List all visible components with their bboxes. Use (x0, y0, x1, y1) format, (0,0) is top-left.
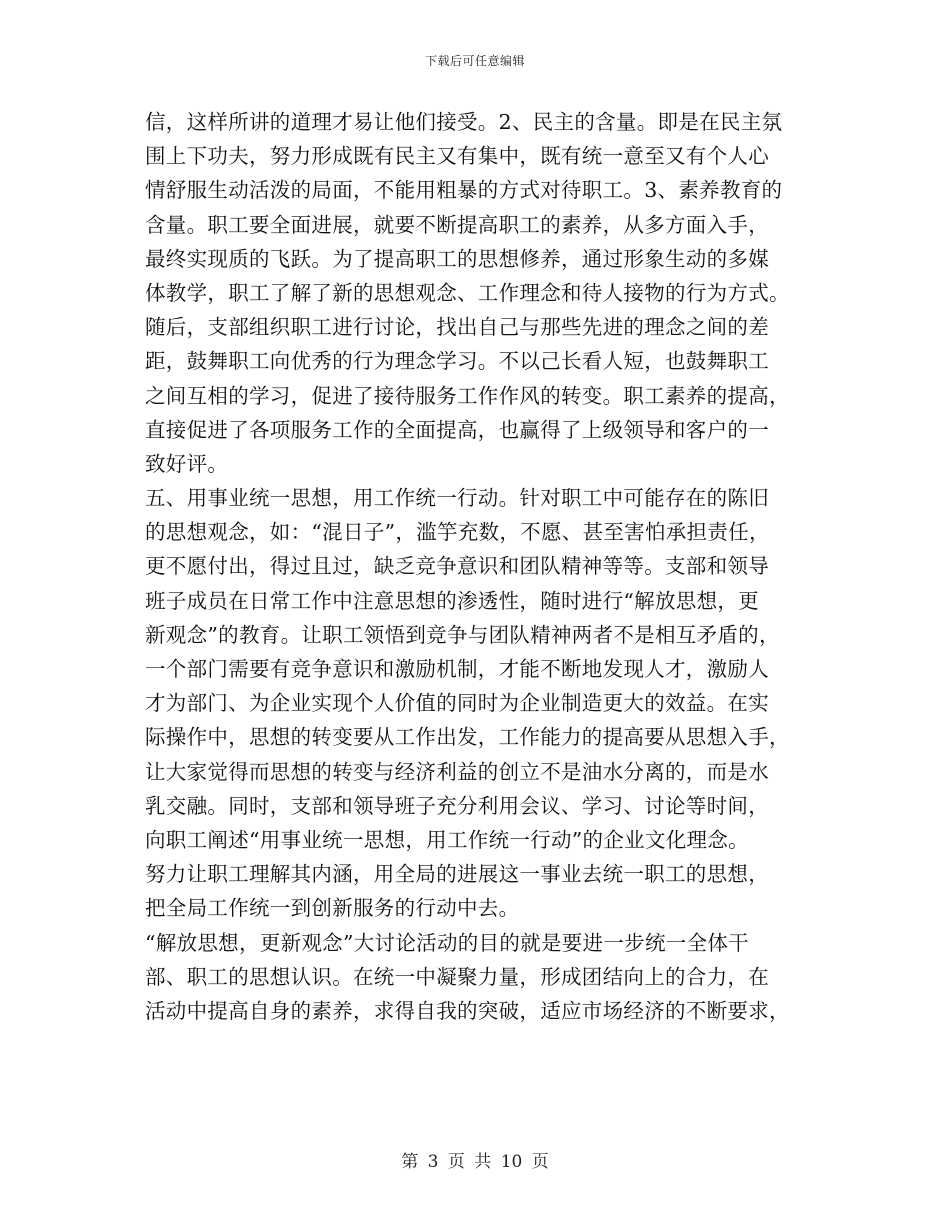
text-line: 的思想观念，如：“混日子”，滥竽充数，不愿、甚至害怕承担责任， (145, 520, 770, 545)
text-line: 五、用事业统一思想，用工作统一行动。针对职工中可能存在的陈旧 (145, 486, 769, 511)
text-line: 乳交融。同时，支部和领导班子充分利用会议、学习、讨论等时间， (145, 793, 769, 818)
text-line: 部、职工的思想认识。在统一中凝聚力量，形成团结向上的合力，在 (145, 964, 769, 989)
text-line: 努力让职工理解其内涵，用全局的进展这一事业去统一职工的思想， (145, 862, 769, 887)
document-body (145, 105, 810, 1028)
text-line: 距，鼓舞职工向优秀的行为理念学习。不以己长看人短，也鼓舞职工 (145, 349, 769, 374)
text-line: 把全局工作统一到创新服务的行动中去。 (145, 896, 520, 921)
text-line: 围上下功夫，努力形成既有民主又有集中，既有统一意至又有个人心 (145, 144, 769, 169)
text-line: 更不愿付出，得过且过，缺乏竞争意识和团队精神等等。支部和领导 (145, 554, 769, 579)
text-line: 班子成员在日常工作中注意思想的渗透性，随时进行“解放思想，更 (145, 588, 759, 613)
page-header: 下载后可任意编辑 (424, 54, 525, 68)
text-line: 新观念”的教育。让职工领悟到竞争与团队精神两者不是相互矛盾的， (145, 622, 780, 647)
text-line: 最终实现质的飞跃。为了提高职工的思想修养，通过形象生动的多媒 (145, 246, 769, 271)
text-line: 随后，支部组织职工进行讨论，找出自己与那些先进的理念之间的差 (145, 315, 769, 340)
text-line: 信，这样所讲的道理才易让他们接受。2、民主的含量。即是在民主氛 (145, 110, 783, 134)
text-line: 才为部门、为企业实现个人价值的同时为企业制造更大的效益。在实 (145, 691, 769, 716)
text-line: “解放思想，更新观念”大讨论活动的目的就是要进一步统一全体干 (145, 930, 749, 955)
text-line: 一个部门需要有竞争意识和激励机制，才能不断地发现人才，激励人 (145, 657, 769, 681)
text-line: 含量。职工要全面进展，就要不断提高职工的素养，从多方面入手， (145, 212, 769, 237)
text-line: 之间互相的学习，促进了接待服务工作作风的转变。职工素养的提高， (145, 383, 790, 408)
text-line: 活动中提高自身的素养，求得自我的突破，适应市场经济的不断要求， (145, 998, 790, 1023)
text-line: 让大家觉得而思想的转变与经济利益的创立不是油水分离的，而是水 (145, 759, 769, 784)
page-footer: 第 3 页 共 10 页 (401, 1152, 549, 1172)
text-line: 直接促进了各项服务工作的全面提高，也赢得了上级领导和客户的一 (145, 417, 769, 442)
text-line: 体教学，职工了解了新的思想观念、工作理念和待人接物的行为方式。 (145, 280, 790, 305)
text-line: 情舒服生动活泼的局面，不能用粗暴的方式对待职工。3、素养教育的 (145, 178, 783, 203)
text-line: 致好评。 (145, 451, 229, 476)
text-line: 向职工阐述“用事业统一思想，用工作统一行动”的企业文化理念。 (145, 827, 749, 852)
text-line: 际操作中，思想的转变要从工作出发，工作能力的提高要从思想入手， (145, 725, 790, 750)
